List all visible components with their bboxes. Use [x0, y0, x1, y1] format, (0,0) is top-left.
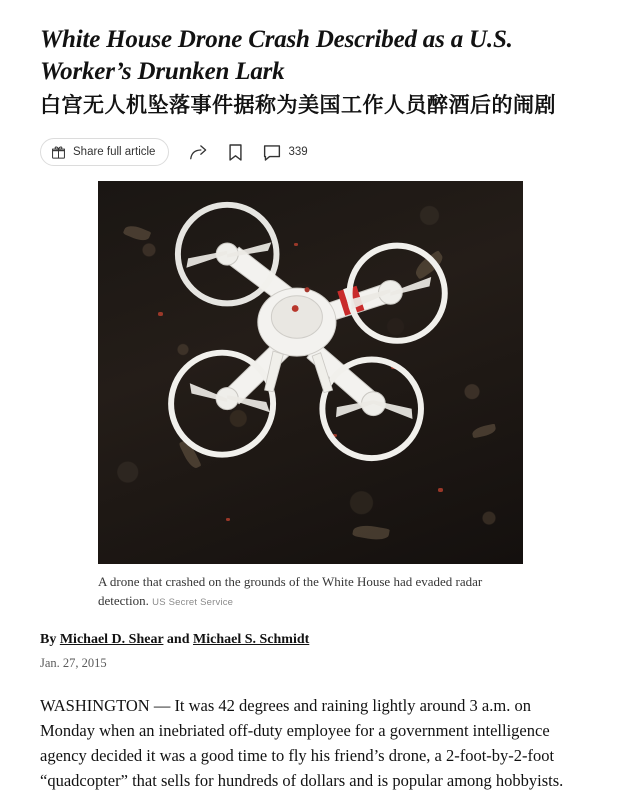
page-title-translation: 白宫无人机坠落事件据称为美国工作人员醉酒后的闹剧 — [40, 93, 556, 117]
author-link-2[interactable]: Michael S. Schmidt — [193, 632, 310, 648]
byline-prefix: By — [40, 632, 57, 648]
byline-conjunction: and — [166, 632, 190, 648]
quadcopter-drone — [98, 181, 523, 507]
author-link-1[interactable]: Michael D. Shear — [59, 632, 164, 648]
gift-icon — [51, 145, 66, 160]
comments-button[interactable] — [263, 144, 307, 161]
article-toolbar — [40, 137, 581, 167]
bookmark-icon — [228, 143, 243, 162]
share-full-article-label: Share full article — [73, 146, 156, 159]
share-full-article-button[interactable] — [40, 138, 169, 166]
figure-caption — [98, 573, 523, 610]
bookmark-button[interactable] — [228, 143, 243, 162]
comment-icon — [263, 144, 281, 161]
red-speck — [226, 518, 230, 521]
article-figure — [40, 181, 581, 610]
figure-caption-text: A drone that crashed on the grounds of the White House had evaded radar detection. — [98, 574, 483, 608]
share-arrow-icon — [189, 144, 208, 161]
article-body-paragraph: WASHINGTON — It was 42 degrees and raining lightly around 3 a.m. on Monday when an inebriated off-duty employee for a government intelligence agency decided it was a good time to fly his friend’s drone, a 2-foot-by-2-foot “quadcopter” that sells for hundreds of dollars and is popular among hobbyists. — [40, 696, 564, 791]
byline — [40, 632, 581, 648]
publish-date: Jan. 27, 2015 — [40, 656, 107, 671]
drone-crash-photo — [98, 181, 523, 564]
figure-credit: US Secret Service — [152, 596, 234, 608]
share-button[interactable] — [189, 144, 208, 161]
page-title: White House Drone Crash Described as a U.S. Worker’s Drunken Lark — [40, 26, 513, 85]
comment-count: 339 — [288, 146, 308, 159]
